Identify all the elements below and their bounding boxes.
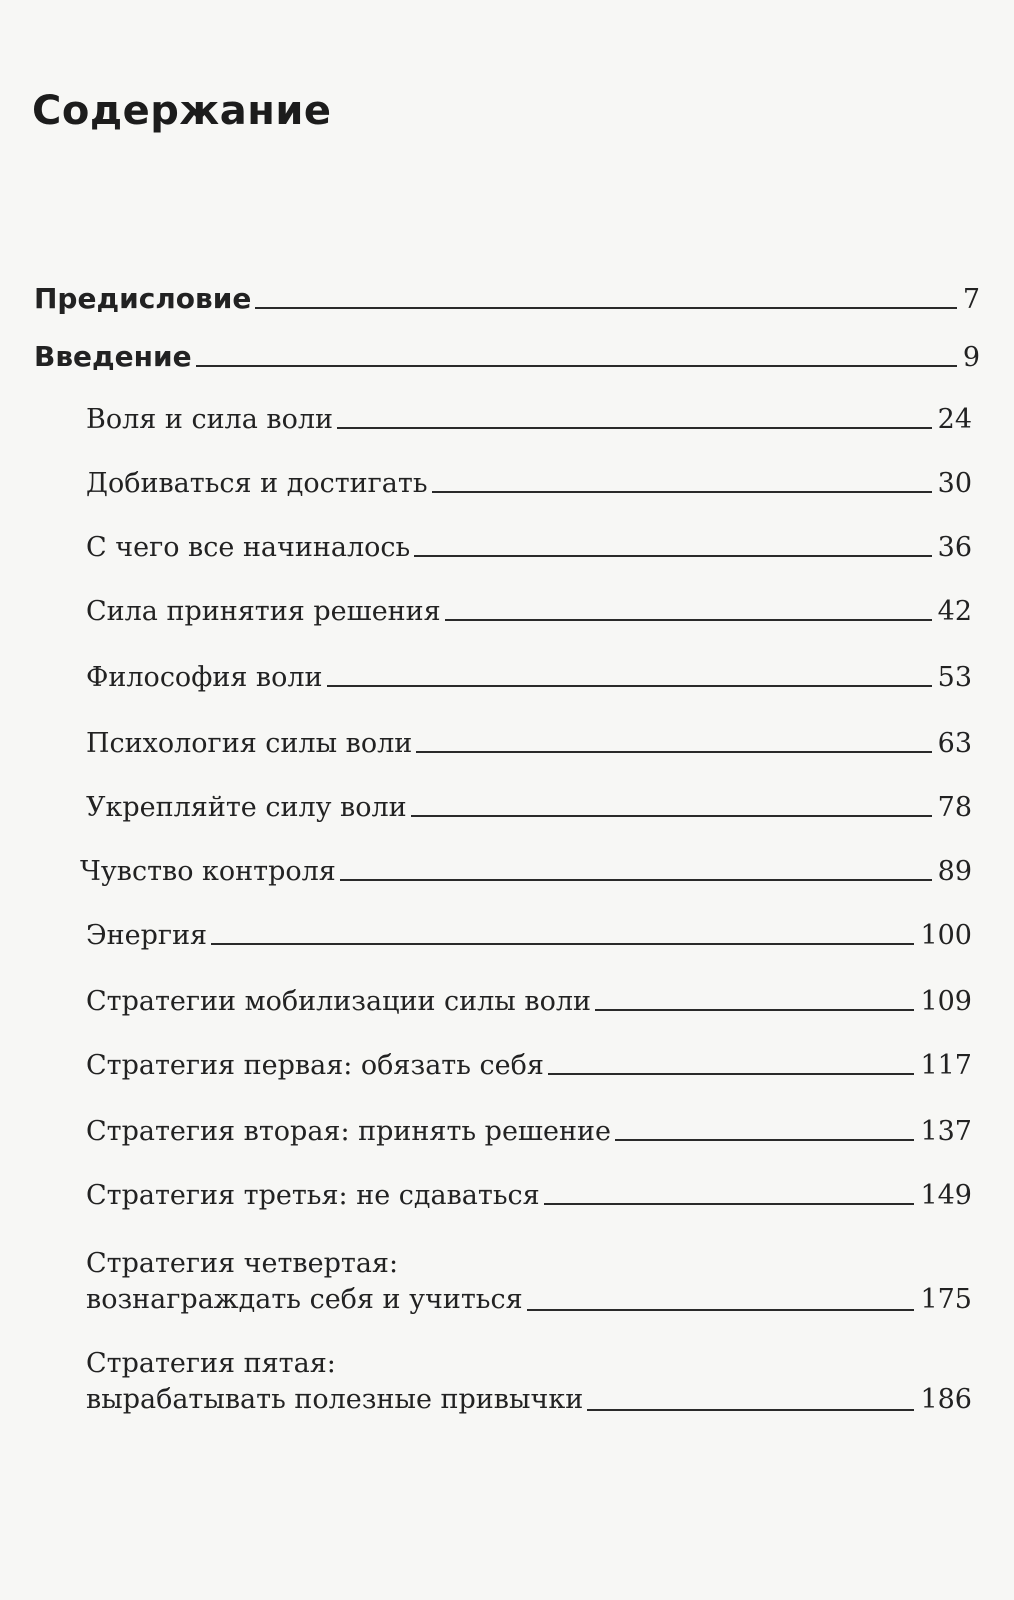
toc-entry-title-line: Психология силы воли — [86, 728, 413, 759]
toc-page-number: 36 — [937, 532, 972, 563]
toc-leader-line — [196, 365, 957, 367]
toc-entry-title-line: Укрепляйте силу воли — [86, 792, 407, 823]
toc-entry-title-line: Предисловие — [34, 282, 252, 315]
toc-entry-title-line: Стратегия пятая: — [86, 1348, 336, 1379]
toc-entry-title-line: Энергия — [86, 920, 208, 951]
toc-entry — [86, 728, 972, 759]
toc-entry-title — [86, 596, 441, 627]
toc-entry — [86, 596, 972, 627]
toc-leader-line — [414, 555, 931, 557]
toc-entry-title-line: Стратегия первая: обязать себя — [86, 1050, 544, 1081]
toc-entry-title — [86, 532, 410, 563]
toc-leader-line — [340, 879, 932, 881]
toc-entry-title — [86, 1050, 544, 1081]
toc-entry-title-line: Стратегия четвертая: — [86, 1248, 399, 1279]
toc-entry — [86, 792, 972, 823]
toc-leader-line — [527, 1309, 915, 1311]
toc-entry-title-line: Философия воли — [86, 662, 323, 693]
toc-entry — [86, 662, 972, 693]
toc-entry-title — [86, 792, 407, 823]
toc-page-number: 109 — [920, 986, 972, 1017]
toc-entry — [86, 1116, 972, 1147]
toc-page-number: 89 — [937, 856, 972, 887]
toc-entry-title-line: Стратегия вторая: принять решение — [86, 1116, 611, 1147]
toc-page-number: 63 — [937, 728, 972, 759]
toc-page-number: 100 — [920, 920, 972, 951]
toc-leader-line — [445, 619, 932, 621]
toc-leader-line — [255, 307, 956, 309]
toc-entry — [86, 1246, 972, 1317]
toc-entry — [86, 1346, 972, 1417]
toc-page-number: 149 — [920, 1180, 972, 1211]
toc-page-number: 137 — [920, 1116, 972, 1147]
toc-leader-line — [327, 685, 932, 687]
toc-page-number: 7 — [962, 284, 980, 315]
toc-entry — [80, 856, 972, 887]
toc-entry-title-line: вырабатывать полезные привычки — [86, 1383, 584, 1415]
toc-entry — [86, 532, 972, 563]
toc-entry — [86, 404, 972, 435]
toc-page-number: 42 — [937, 596, 972, 627]
toc-leader-line — [337, 427, 932, 429]
toc-leader-line — [544, 1203, 915, 1205]
toc-entry — [86, 986, 972, 1017]
toc-entry-title — [86, 1180, 540, 1211]
toc-page-number: 186 — [920, 1383, 972, 1415]
toc-entry-title-line: Воля и сила воли — [86, 404, 333, 435]
toc-entry-title — [86, 986, 591, 1017]
toc-entry-title — [34, 282, 251, 315]
toc-entry-title-line: Чувство контроля — [80, 856, 336, 887]
toc-entry-title — [86, 1346, 583, 1417]
toc-leader-line — [595, 1009, 914, 1011]
toc-entry-title — [86, 1246, 523, 1317]
toc-entry-title-line: Стратегии мобилизации силы воли — [86, 986, 591, 1017]
toc-page-number: 117 — [920, 1050, 972, 1081]
toc-entry-title — [34, 340, 192, 373]
toc-leader-line — [548, 1073, 915, 1075]
toc-entry — [86, 920, 972, 951]
toc-leader-line — [211, 943, 914, 945]
toc-entry-title — [86, 662, 323, 693]
toc-entry-title-line: С чего все начиналось — [86, 532, 411, 563]
toc-entry-title-line: Введение — [34, 340, 192, 373]
toc-page-number: 30 — [937, 468, 972, 499]
toc-page-number: 78 — [937, 792, 972, 823]
toc-leader-line — [432, 491, 932, 493]
toc-entry — [34, 340, 980, 373]
toc-entry-title-line: Стратегия третья: не сдаваться — [86, 1180, 540, 1211]
toc-page-number: 9 — [962, 342, 980, 373]
toc-entry-title-line: вознаграждать себя и учиться — [86, 1283, 523, 1315]
toc-entry-title — [86, 468, 428, 499]
toc-leader-line — [411, 815, 932, 817]
toc-leader-line — [587, 1409, 914, 1411]
toc-leader-line — [615, 1139, 914, 1141]
toc-entry-title — [86, 728, 412, 759]
toc-entry-title — [86, 920, 207, 951]
toc-entry — [34, 282, 980, 315]
toc-entry — [86, 1180, 972, 1211]
page-title: Содержание — [32, 88, 332, 134]
toc-page-number: 175 — [920, 1283, 972, 1315]
toc-page-number: 53 — [937, 662, 972, 693]
toc-entry-title-line: Сила принятия решения — [86, 596, 441, 627]
toc-entry-title — [80, 856, 336, 887]
toc-entry-title-line: Добиваться и достигать — [86, 468, 428, 499]
toc-entry — [86, 1050, 972, 1081]
toc-page-number: 24 — [937, 404, 972, 435]
toc-entry — [86, 468, 972, 499]
toc-entry-title — [86, 1116, 611, 1147]
toc-leader-line — [416, 751, 931, 753]
toc-entry-title — [86, 404, 333, 435]
